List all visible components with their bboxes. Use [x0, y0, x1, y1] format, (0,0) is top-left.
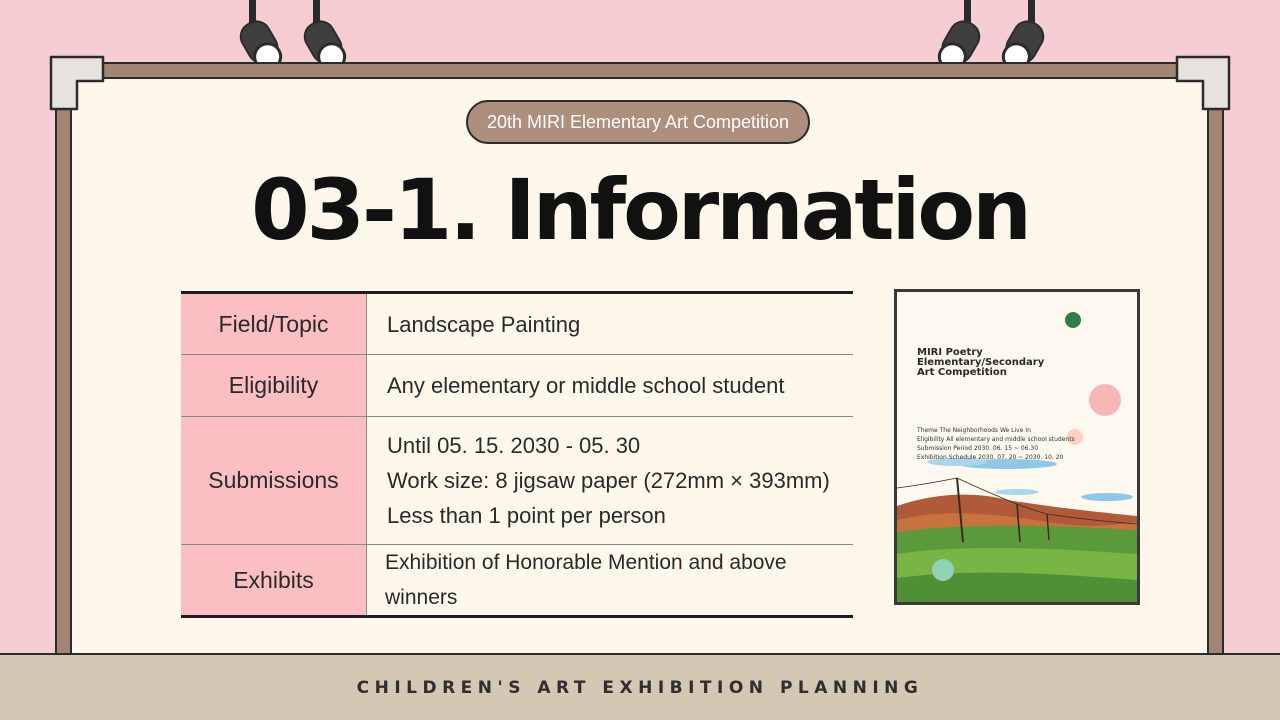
row-value: Less than 1 point per person	[387, 503, 666, 528]
table-row	[181, 417, 853, 545]
table-row	[181, 545, 853, 617]
row-value: Work size: 8 jigsaw paper (272mm × 393mm)	[387, 468, 830, 493]
row-label: Field/Topic	[181, 293, 367, 355]
row-label: Exhibits	[181, 545, 367, 617]
row-value: Exhibition of Honorable Mention and above winners	[385, 551, 787, 609]
row-value: Until 05. 15. 2030 - 05. 30	[387, 433, 641, 458]
footer-text: CHILDREN'S ART EXHIBITION PLANNING	[356, 677, 924, 698]
table-row	[181, 293, 853, 355]
competition-badge: 20th MIRI Elementary Art Competition	[466, 100, 810, 144]
poster-image	[894, 289, 1140, 605]
row-label: Eligibility	[181, 355, 367, 417]
frame-corner-icon	[1175, 53, 1233, 111]
page-title: 03-1. Information	[251, 161, 1029, 259]
poster-title: MIRI Poetry Elementary/Secondary Art Competition	[917, 347, 1045, 378]
row-value: Landscape Painting	[387, 311, 581, 337]
row-value: Any elementary or middle school student	[387, 373, 785, 398]
info-table	[181, 291, 853, 618]
footer-bar	[0, 653, 1280, 720]
frame-corner-icon	[47, 53, 105, 111]
table-row	[181, 355, 853, 417]
row-label: Submissions	[181, 417, 367, 545]
poster-details: Theme The Neighborhoods We Live In Eligibility All elementary and middle school students Submission Period 2030. 06. 15 ~ 06.30 Exhibition Schedule 2030. 07. 20 ~ 2030. 10. 20	[917, 427, 1075, 461]
